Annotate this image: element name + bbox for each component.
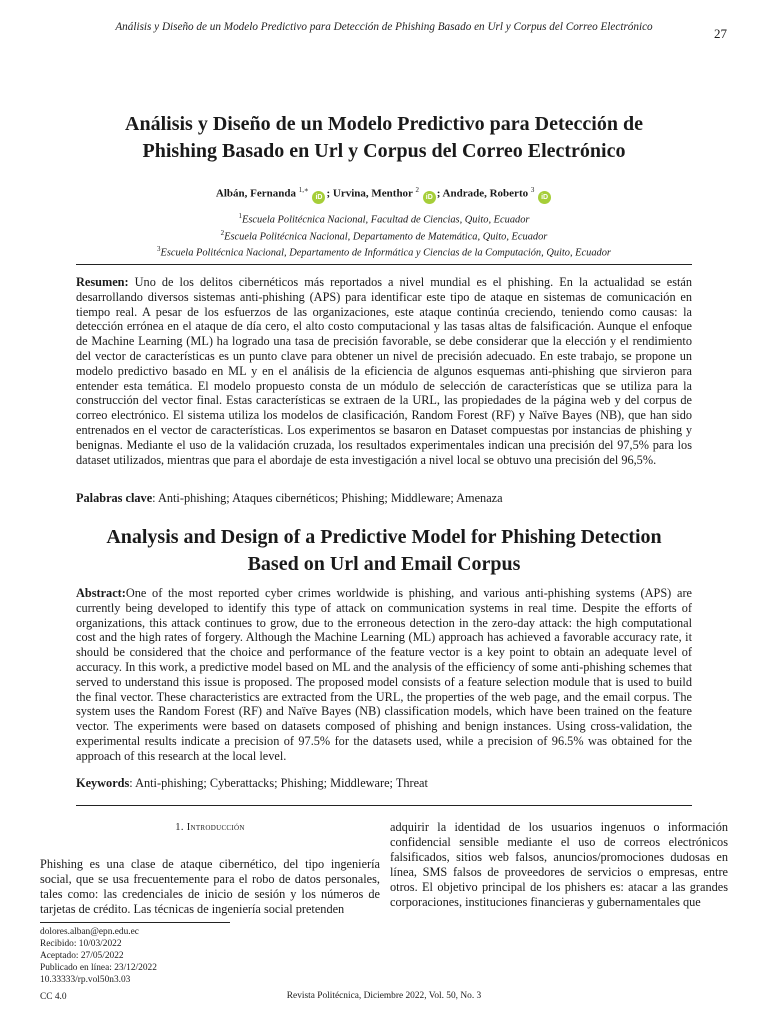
resumen-block bbox=[76, 275, 692, 467]
resumen-label: Resumen: bbox=[76, 275, 129, 289]
orcid-icon[interactable]: iD bbox=[423, 191, 436, 204]
abstract-label: Abstract: bbox=[76, 586, 126, 600]
affiliation-3-text: Escuela Politécnica Nacional, Departamento de Informática y Ciencias de la Computación, Quito, Ecuador bbox=[160, 247, 611, 259]
left-column-text: Phishing es una clase de ataque cibernético, del tipo ingeniería social, que se usa frecuentemente para el robo de datos personales, tales como: las credenciales de inicio de sesión y los números de tarjetas de crédito. Las técnicas de ingeniería social pretenden bbox=[40, 857, 380, 916]
orcid-icon[interactable]: iD bbox=[312, 191, 325, 204]
title-english-line-1: Analysis and Design of a Predictive Model for Phishing Detection bbox=[106, 526, 662, 548]
affiliation-1 bbox=[0, 210, 768, 227]
author-urvina-affil: 2 bbox=[415, 186, 419, 194]
keywords-label: Keywords bbox=[76, 776, 130, 790]
divider-top bbox=[76, 264, 692, 265]
page-number: 27 bbox=[714, 26, 727, 41]
resumen-text: Uno de los delitos cibernéticos más reportados a nivel mundial es el phishing. En la actualidad se están desarrollando diversos sistemas anti-phishing (APS) para identificar este tipo de ataque en sistemas de comunicación en tiempo real. A pesar de los esfuerzos de las organizaciones, este ataque continúa creciendo, teniendo como causas: la detección errónea en el ataque de día cero, el alto costo computacional y las tasas altas de falsificación. Aunque el enfoque de Machine Learning (ML) ha logrado una tasa de precisión favorable, se debe considerar que la elección y el rendimiento del vector de características es un punto clave para obtener un nivel de precisión adecuado. En este trabajo, se propone un modelo predictivo basado en ML y en el análisis de la eficiencia de algunos esquemas anti-phishing que sirvieron para entender esta temática. El modelo propuesto consta de un módulo de selección de características que se utiliza para la construcción del vector final. Estas características se extraen de la URL, las propiedades de la página web y del corpus de correo electrónico. El sistema utiliza los modelos de clasificación, Random Forest (RF) y Naïve Bayes (NB), que han sido entrenados en el vector de características. Los experimentos se basaron en Dataset compuestas por instancias de phishing y benignas. Mediante el uso de la validación cruzada, los resultados experimentales indican una precisión del 97,5% para los dataset utilizados, mientras que para el abordaje de esta investigación a nivel local se obtuvo una precisión del 96,5%. bbox=[76, 275, 693, 467]
author-andrade[interactable]: ; Andrade, Roberto bbox=[436, 187, 529, 200]
author-list bbox=[0, 182, 768, 204]
keywords bbox=[76, 776, 692, 791]
author-alban[interactable]: Albán, Fernanda bbox=[215, 187, 296, 200]
affiliations bbox=[0, 210, 768, 260]
abstract-block bbox=[76, 586, 692, 764]
author-urvina[interactable]: ; Urvina, Menthor bbox=[326, 187, 413, 200]
footnote-published: Publicado en línea: 23/12/2022 bbox=[40, 963, 157, 973]
affiliation-1-number: 1 bbox=[238, 212, 243, 220]
palabras-clave bbox=[76, 491, 692, 506]
footnote-email[interactable]: dolores.alban@epn.edu.ec bbox=[40, 927, 139, 937]
keywords-text: : Anti-phishing; Cyberattacks; Phishing; Middleware; Threat bbox=[129, 776, 428, 790]
right-column-text: adquirir la identidad de los usuarios ingenuos o información confidencial sensible mediante el uso de correos electrónicos falsificados, sitios web falsos, anuncios/promociones dudosas en línea, SMS falsos de proveedores de servicios o empresas, entre otros. El objetivo principal de los phishers es: atacar a las grandes corporaciones, instituciones financieras y gubernamentales que bbox=[390, 820, 728, 909]
journal-footer: Revista Politécnica, Diciembre 2022, Vol. 50, No. 3 bbox=[286, 991, 482, 1001]
orcid-icon[interactable]: iD bbox=[538, 191, 551, 204]
section-title-rest: ntroducción bbox=[190, 822, 245, 833]
affiliation-3 bbox=[0, 243, 768, 260]
section-number: 1. bbox=[175, 822, 184, 833]
affiliation-2 bbox=[0, 227, 768, 244]
footnote-license[interactable]: CC 4.0 bbox=[40, 992, 67, 1002]
palabras-clave-text: : Anti-phishing; Ataques cibernéticos; Phishing; Middleware; Amenaza bbox=[152, 491, 503, 505]
affiliation-3-number: 3 bbox=[157, 245, 161, 254]
footnote-doi[interactable]: 10.33333/rp.vol50n3.03 bbox=[40, 975, 131, 985]
running-head: Análisis y Diseño de un Modelo Predictivo para Detección de Phishing Basado en Url y Corpus del Correo Electrónico bbox=[115, 21, 653, 33]
palabras-clave-label: Palabras clave bbox=[76, 491, 153, 505]
title-spanish-line-1: Análisis y Diseño de un Modelo Predictivo para Detección de bbox=[125, 113, 643, 135]
footnote-accepted: Aceptado: 27/05/2022 bbox=[40, 951, 124, 961]
author-alban-affil: 1,∗ bbox=[298, 186, 309, 194]
affiliation-1-text: Escuela Politécnica Nacional, Facultad de Ciencias, Quito, Ecuador bbox=[242, 214, 530, 226]
title-spanish bbox=[60, 111, 708, 165]
author-andrade-affil: 3 bbox=[530, 186, 535, 194]
section-heading-introduccion bbox=[40, 822, 380, 833]
abstract-text: One of the most reported cyber crimes worldwide is phishing, and various anti-phishing systems (APS) are currently being developed to identify this type of attack on communication systems in real time. Despite the efforts of organizations, this attack continues to grow, due to the erroneous detection in the zero-day attack: the high computational cost and the high rates of forgery. Although the Machine Learning (ML) approach has achieved a favorable accuracy rate, it should be considered that the choice and performance of the feature vector is a key point to obtain an adequate level of accuracy. In this work, a predictive model based on ML and the analysis of the efficiency of some anti-phishing schemes that served to understand this issue is proposed. The proposed model consists of a feature selection module that is used to build the final vector. These characteristics are extracted from the URL, the properties of the web page, and the email corpus. The system uses the Random Forest (RF) and Naïve Bayes (NB) classification models, which have been trained on the feature vector. The experiments were based on datasets composed of phishing and benign instances. Using cross-validation, the experimental results indicate a precision of 97.5% for the datasets used, while a precision of 96.5% was obtained for the approach of this research at the local level. bbox=[76, 586, 692, 763]
section-title-initial: I bbox=[186, 822, 191, 833]
title-spanish-line-2: Phishing Basado en Url y Corpus del Correo Electrónico bbox=[142, 140, 626, 162]
title-english bbox=[60, 524, 708, 578]
divider-bottom bbox=[76, 805, 692, 806]
affiliation-2-text: Escuela Politécnica Nacional, Departamento de Matemática, Quito, Ecuador bbox=[224, 231, 548, 243]
footnote-received: Recibido: 10/03/2022 bbox=[40, 939, 122, 949]
affiliation-2-number: 2 bbox=[220, 228, 225, 237]
footnote-divider bbox=[40, 922, 230, 923]
title-english-line-2: Based on Url and Email Corpus bbox=[247, 553, 521, 575]
section-title bbox=[187, 822, 245, 833]
